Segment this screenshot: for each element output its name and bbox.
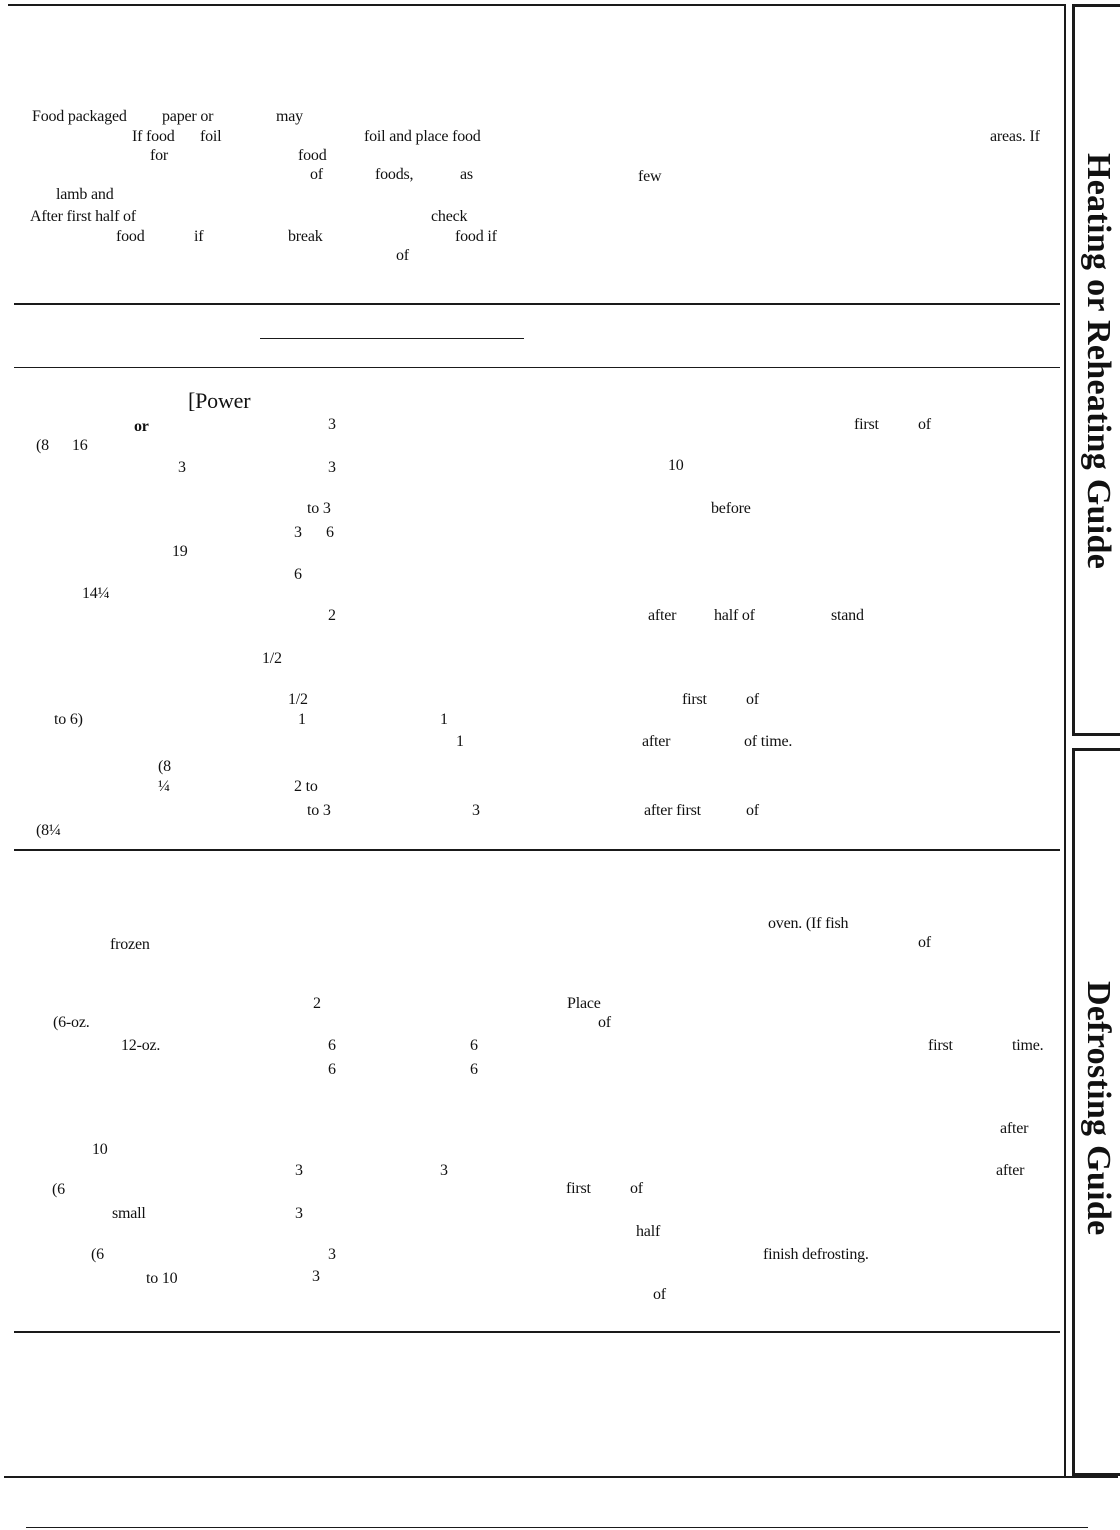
table-cell: half — [636, 1223, 661, 1240]
table-cell: or — [134, 418, 149, 435]
table-cell: 16 — [72, 437, 88, 454]
table-cell: to 3 — [307, 802, 331, 819]
table-cell: of time. — [744, 733, 793, 750]
table-cell: 19 — [172, 543, 188, 560]
table-cell: time. — [1012, 1037, 1044, 1054]
table-cell: oven. (If fish — [768, 915, 849, 932]
table-cell: after — [642, 733, 671, 750]
right-column-border — [1064, 4, 1066, 1476]
table-cell: to 10 — [146, 1270, 178, 1287]
table-cell: of — [746, 691, 759, 708]
top-border — [8, 4, 1066, 6]
table-cell: 2 — [328, 607, 336, 624]
table-cell: 6 — [328, 1037, 336, 1054]
text-fragment: few — [638, 168, 662, 185]
table-cell: 6 — [326, 524, 334, 541]
table-cell: after first — [644, 802, 701, 819]
table-cell: 1/2 — [288, 691, 308, 708]
table-cell: of — [598, 1014, 611, 1031]
text-fragment: food — [116, 228, 145, 245]
table-heading: [Power — [188, 388, 251, 413]
table-cell: 6 — [328, 1061, 336, 1078]
table-cell: 3 — [312, 1268, 320, 1285]
table-cell: 3 — [328, 459, 336, 476]
table-cell: 6 — [470, 1061, 478, 1078]
table-cell: finish defrosting. — [763, 1246, 869, 1263]
table-cell: 3 — [328, 1246, 336, 1263]
footer-rule — [26, 1527, 1088, 1528]
text-fragment: for — [150, 147, 169, 164]
table-cell: 3 — [295, 1205, 303, 1222]
section-divider-3 — [14, 849, 1060, 851]
table-cell: 2 to — [294, 778, 318, 795]
text-fragment: paper or — [162, 108, 214, 125]
heating-guide-tab[interactable] — [1072, 4, 1120, 736]
text-fragment: of — [396, 247, 409, 264]
table-cell: of — [918, 416, 931, 433]
text-fragment: foil and place food — [364, 128, 481, 145]
table-cell: of — [746, 802, 759, 819]
defrosting-guide-tab[interactable] — [1072, 748, 1120, 1476]
underline-blank — [260, 338, 524, 339]
section-divider-2 — [14, 367, 1060, 368]
table-cell: of — [918, 934, 931, 951]
text-fragment: If food — [132, 128, 175, 145]
table-cell: after — [996, 1162, 1025, 1179]
table-cell: 10 — [668, 457, 684, 474]
table-cell: half of — [714, 607, 755, 624]
table-cell: 3 — [178, 459, 186, 476]
table-cell: of — [653, 1286, 666, 1303]
table-cell: first — [566, 1180, 591, 1197]
text-fragment: food if — [455, 228, 497, 245]
text-fragment: After first half of — [30, 208, 136, 225]
table-cell: 14¼ — [82, 585, 110, 602]
table-cell: of — [630, 1180, 643, 1197]
table-cell: 3 — [472, 802, 480, 819]
table-cell: first — [854, 416, 879, 433]
table-cell: 1 — [298, 711, 306, 728]
table-cell: after — [1000, 1120, 1029, 1137]
table-cell: small — [112, 1205, 146, 1222]
table-cell: 12-oz. — [121, 1037, 161, 1054]
text-fragment: break — [288, 228, 323, 245]
table-cell: first — [682, 691, 707, 708]
table-cell: (6 — [52, 1181, 65, 1198]
bottom-border — [4, 1476, 1118, 1478]
table-cell: 3 — [295, 1162, 303, 1179]
heating-guide-tab-title: Heating or Reheating Guide — [1080, 153, 1117, 570]
table-cell: 3 — [440, 1162, 448, 1179]
table-cell: 2 — [313, 995, 321, 1012]
table-cell: Place — [567, 995, 601, 1012]
table-cell: (8 — [36, 437, 49, 454]
table-cell: 10 — [92, 1141, 108, 1158]
text-fragment: of — [310, 166, 323, 183]
table-cell: (6 — [91, 1246, 104, 1263]
table-cell: 3 — [328, 416, 336, 433]
table-cell: 1 — [456, 733, 464, 750]
table-cell: after — [648, 607, 677, 624]
text-fragment: foil — [200, 128, 222, 145]
table-cell: before — [711, 500, 751, 517]
text-fragment: food — [298, 147, 327, 164]
table-cell: first — [928, 1037, 953, 1054]
text-fragment: as — [460, 166, 473, 183]
table-cell: 6 — [294, 566, 302, 583]
table-cell: (6-oz. — [53, 1014, 90, 1031]
text-fragment: if — [194, 228, 204, 245]
section-divider-4 — [14, 1331, 1060, 1333]
defrosting-guide-tab-title: Defrosting Guide — [1080, 981, 1117, 1236]
text-fragment: foods, — [375, 166, 414, 183]
table-cell: ¼ — [158, 778, 170, 795]
text-fragment: Food packaged — [32, 108, 127, 125]
table-cell: (8¼ — [36, 822, 61, 839]
table-cell: to 3 — [307, 500, 331, 517]
table-cell: 6 — [470, 1037, 478, 1054]
table-cell: 1/2 — [262, 650, 282, 667]
table-cell: stand — [831, 607, 864, 624]
text-fragment: lamb and — [56, 186, 114, 203]
text-fragment: check — [431, 208, 468, 225]
text-fragment: areas. If — [990, 128, 1040, 145]
text-fragment: may — [276, 108, 303, 125]
table-cell: to 6) — [54, 711, 83, 728]
table-cell: frozen — [110, 936, 150, 953]
table-cell: 3 — [294, 524, 302, 541]
table-cell: 1 — [440, 711, 448, 728]
section-divider-1 — [14, 303, 1060, 305]
table-cell: (8 — [158, 758, 171, 775]
